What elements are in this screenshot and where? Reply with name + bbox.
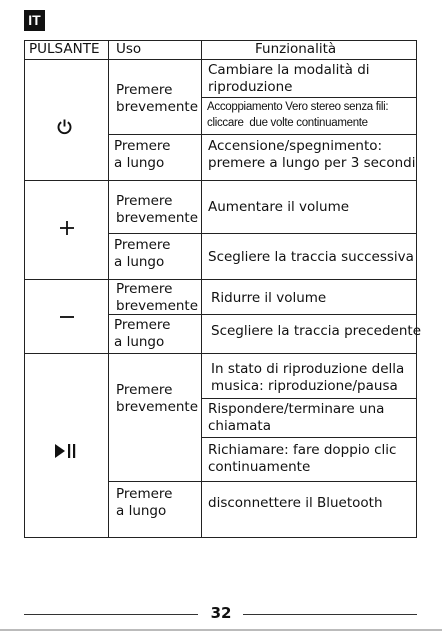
power-short-function-2: Accoppiamento Vero stereo senza fili: cliccare due volte continuamente xyxy=(207,101,389,129)
play-short-function-1: In stato di riproduzione della musica: riproduzione/pausa xyxy=(211,361,405,394)
subrow-divider-plus xyxy=(108,233,417,234)
column-divider-2 xyxy=(201,40,202,538)
plus-long-function: Scegliere la traccia successiva xyxy=(208,249,414,265)
power-long-press: Premere a lungo xyxy=(114,138,171,171)
function-divider-power xyxy=(201,97,417,98)
table-border-bottom xyxy=(24,537,417,538)
function-divider-play-2 xyxy=(201,437,417,438)
table-border-right xyxy=(416,40,417,538)
play-long-press: Premere a lungo xyxy=(116,486,173,519)
power-short-function-1: Cambiare la modalità di riproduzione xyxy=(208,62,370,95)
column-divider-1 xyxy=(108,40,109,538)
plus-short-press: Premere brevemente xyxy=(116,193,199,226)
power-long-function: Accensione/spegnimento: premere a lungo per 3 secondi xyxy=(208,138,416,171)
plus-short-function: Aumentare il volume xyxy=(208,199,350,215)
plus-long-press: Premere a lungo xyxy=(114,237,171,270)
subrow-divider-play xyxy=(108,481,417,482)
footer-rule-right xyxy=(243,614,417,615)
play-long-function: disconnettere il Bluetooth xyxy=(208,495,383,511)
row-divider-power-plus xyxy=(24,180,417,181)
row-divider-minus-play xyxy=(24,353,417,354)
power-icon xyxy=(56,118,73,135)
plus-icon xyxy=(60,221,74,235)
power-short-press: Premere brevemente xyxy=(116,82,199,115)
table-border-left xyxy=(24,40,25,538)
minus-long-press: Premere a lungo xyxy=(114,317,171,350)
minus-short-function: Ridurre il volume xyxy=(211,290,327,306)
header-use: Uso xyxy=(116,41,142,57)
header-function: Funzionalità xyxy=(255,41,337,57)
play-pause-icon xyxy=(55,444,77,458)
play-short-press: Premere brevemente xyxy=(116,382,199,415)
row-divider-header xyxy=(24,59,417,60)
footer-rule-left xyxy=(24,614,198,615)
header-button: PULSANTE xyxy=(29,41,100,57)
subrow-divider-power xyxy=(108,134,417,135)
language-badge: IT xyxy=(24,10,45,31)
minus-short-press: Premere brevemente xyxy=(116,281,199,314)
row-divider-plus-minus xyxy=(24,279,417,280)
play-short-function-2: Rispondere/terminare una chiamata xyxy=(208,401,385,434)
play-short-function-3: Richiamare: fare doppio clic continuamente xyxy=(208,442,397,475)
minus-icon xyxy=(60,316,74,318)
minus-long-function: Scegliere la traccia precedente xyxy=(211,323,422,339)
function-divider-play-1 xyxy=(201,398,417,399)
page-number: 32 xyxy=(210,604,232,622)
